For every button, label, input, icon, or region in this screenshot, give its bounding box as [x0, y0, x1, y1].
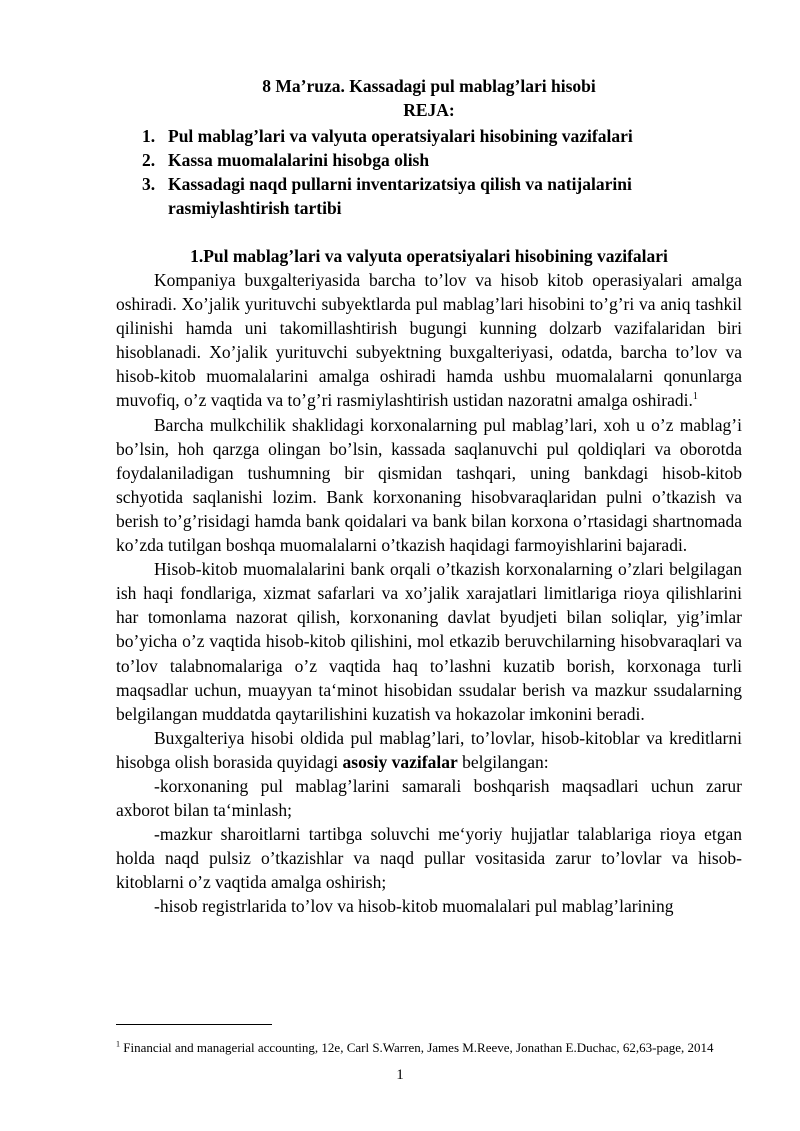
- list-paragraph: -mazkur sharoitlarni tartibga soluvchi me‘yoriy hujjatlar talablariga rioya etgan holda naqd pulsiz o’tkazishlar va naqd pullar vositasida zarur to’lovlar va hisob-kitoblarni o’z vaqtida amalga oshirish;: [116, 824, 742, 893]
- plan-item-text: Kassadagi naqd pullarni inventarizatsiya qilish va natijalarini rasmiylashtirish tartibi: [168, 174, 632, 218]
- footnote-separator: [116, 1024, 272, 1025]
- paragraph: [116, 268, 742, 413]
- emphasis-text: asosiy vazifalar: [342, 751, 458, 772]
- document-page: [116, 74, 742, 919]
- plan-item-number: 3.: [142, 174, 156, 194]
- paragraph-text: Buxgalteriya hisobi oldida pul mablag’lari, to’lovlar, hisob-kitoblar va kreditlarni hisobga olish borasida quyidagi: [116, 727, 742, 772]
- list-paragraph: -hisob registrlarida to’lov va hisob-kitob muomalalari pul mablag’larining: [154, 896, 674, 917]
- footnote-marker: 1: [116, 1039, 120, 1049]
- plan-item: [116, 172, 742, 220]
- footnote: [116, 1040, 756, 1056]
- lecture-title: 8 Ma’ruza. Kassadagi pul mablag’lari hisobi: [262, 76, 596, 96]
- plan-item: [116, 148, 742, 172]
- plan-item-number: 2.: [142, 150, 156, 170]
- paragraph: Hisob-kitob muomalalarini bank orqali o’tkazish korxonalarning o’zlari belgilagan ish haqi fondlariga, xizmat safarlari va xo’jalik xarajatlari limitlariga rioya qilishlarini har tomonlama nazorat qilish, korxonaning davlat byudjeti bilan soliqlar, yig’imlar bo’yicha o’z vaqtida hisob-kitob qilishini, mol etkazib beruvchilarning hisobvaraqlari va to’lov talabnomalariga o’z vaqtida haq to’lashni kuzatib borish, korxonaga turli maqsadlar uchun, muayyan ta‘minot hisobidan ssudalar berish va mazkur ssudalarning belgilangan muddatda qaytarilishini kuzatish va hokazolar imkonini beradi.: [116, 559, 742, 724]
- footnote-reference[interactable]: 1: [692, 391, 698, 403]
- plan-list: [116, 124, 742, 220]
- paragraph-text: belgilangan:: [457, 751, 549, 772]
- paragraph: Barcha mulkchilik shaklidagi korxonalarning pul mablag’lari, xoh u o’z mablag’i bo’lsin, hoh qarzga olingan bo’lsin, kassada saqlanuvchi pul qoldiqlari va oborotda foydalaniladigan tushumning bir qismidan tashqari, uning bankdagi hisob-kitob schyotida saqlanishi lozim. Bank korxonaning hisobvaraqlaridan pulni o’tkazish va berish to’g’risidagi hamda bank qoidalari va bank bilan korxona o’rtasidagi shartnomada ko’zda tutilgan boshqa muomalalarni o’tkazish haqidagi farmoyishlarini bajaradi.: [116, 414, 742, 556]
- plan-item: [116, 124, 742, 148]
- list-paragraph: -korxonaning pul mablag’larini samarali boshqarish maqsadlari uchun zarur axborot bilan ta‘minlash;: [116, 775, 742, 821]
- plan-item-text: Kassa muomalalarini hisobga olish: [168, 150, 430, 170]
- footnote-text: Financial and managerial accounting, 12e, Carl S.Warren, James M.Reeve, Jonathan E.Duchac, 62,63-page, 2014: [120, 1040, 714, 1055]
- section-title: 1.Pul mablag’lari va valyuta operatsiyalari hisobining vazifalari: [190, 246, 668, 266]
- plan-heading: REJA:: [403, 100, 455, 120]
- plan-item-number: 1.: [142, 126, 156, 146]
- page-number: 1: [396, 1067, 404, 1083]
- paragraph-text: Kompaniya buxgalteriyasida barcha to’lov va hisob kitob operasiyalari amalga oshiradi. Xo’jalik yurituvchi subyektlarda pul mablag’lari hisobini to’g’ri va aniq tashkil qilinishi hamda uni takomillashtirish bugungi kunning dolzarb vazifalaridan biri hisoblanadi. Xo’jalik yurituvchi subyektning buxgalteriyasi, odatda, barcha to’lov va hisob-kitob muomalalarini amalga oshiradi hamda ushbu muomalalarni qonunlarga muvofiq, o’z vaqtida va to’g’ri rasmiylashtirish ustidan nazoratni amalga oshiradi.: [116, 270, 742, 411]
- plan-item-text: Pul mablag’lari va valyuta operatsiyalari hisobining vazifalari: [168, 126, 633, 146]
- paragraph: [116, 726, 742, 774]
